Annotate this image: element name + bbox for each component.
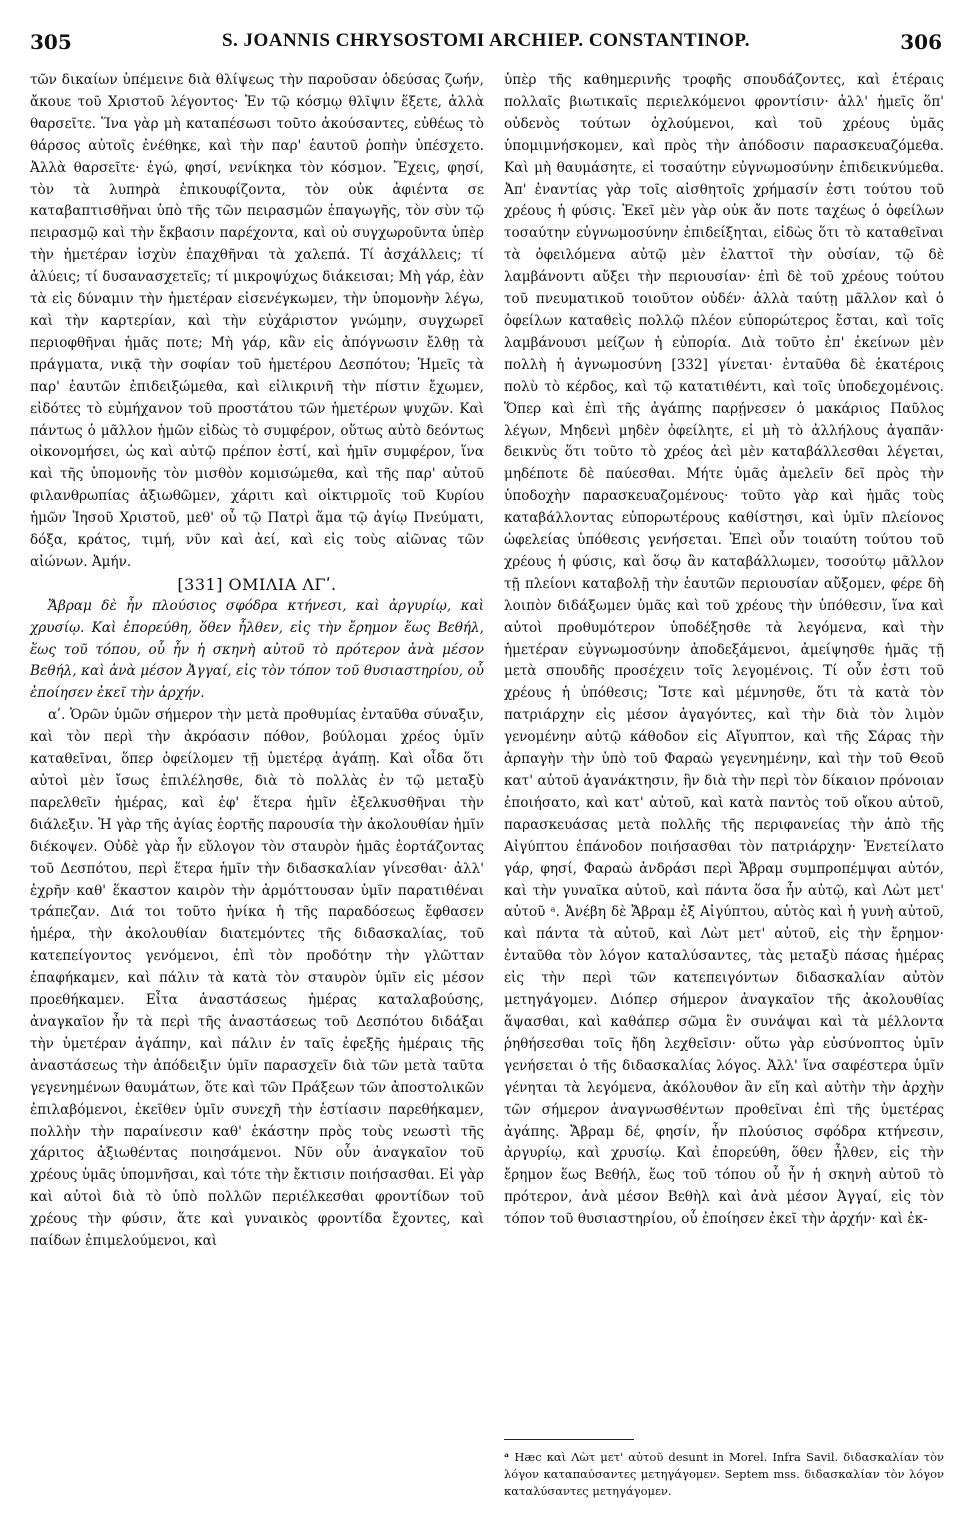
- homily-heading: [331] ΟΜΙΛΙΑ ΛΓʹ.: [177, 574, 337, 594]
- left-paragraph-1: τῶν δικαίων ὑπέμεινε διὰ θλίψεως τὴν παροῦσαν ὁδεύσας ζωήν, ἄκουε τοῦ Χριστοῦ λέγοντος· Ἐν τῷ κόσμῳ θλῖψιν ἕξετε, ἀλλὰ θαρσεῖτε. Ἵνα γὰρ μὴ καταπέσωσι τοῦτο ἀκούσαντες, εὐθέως τὸ θάρσος αὐτοῖς ἐνέθηκε, καὶ τὴν παρ' ἑαυτοῦ ῥοπὴν ὑπέσχετο. Ἀλλὰ θαρσεῖτε· ἐγώ, φησί, νενίκηκα τὸν κόσμον. Ἔχεις, φησί, τὸν τὰ λυπηρὰ ἐπικουφίζοντα, τὸν οὐκ ἀφιέντα σε καταβαπτισθῆναι ὑπὸ τῆς τῶν πειρασμῶν ἐπαγωγῆς, τὸν σὺν τῷ πειρασμῷ καὶ τὴν ἔκβασιν παρέχοντα, καὶ οὐ συγχωροῦντα ὑπὲρ τὴν ἡμετέραν ἰσχὺν ἐπαχθῆναι τὰ χαλεπά. Τί ἀσχάλλεις; τί ἀλύεις; τί δυσανασχετεῖς; τί μικροψύχως διάκεισαι; Μὴ γάρ, ἐὰν τὰ εἰς δύναμιν τὴν ἡμετέραν εἰσενέγκωμεν, τὴν ὑπομονὴν λέγω, καὶ τὴν καρτερίαν, καὶ τὴν εὐχάριστον γνώμην, συγχωρεῖ περιοφθῆναι ἡμᾶς ποτε; Μὴ γάρ, κἂν εἰς ἀπόγνωσιν ἔλθῃ τὰ πράγματα, νικᾷ τὴν σοφίαν τοῦ ἡμετέρου Δεσπότου; Ἡμεῖς τὰ παρ' ἑαυτῶν ἐπιδειξώμεθα, καὶ εἰλικρινῆ τὴν πίστιν ἔχωμεν, εἰδότες τὸ εὐμήχανον τοῦ προστάτου τῶν ἡμετέρων ψυχῶν. Καὶ πάντως ὁ μᾶλλον ἡμῶν εἰδὼς τὸ συμφέρον, οὕτως αὐτὸ δεόντως οἰκονομήσει, ὡς καὶ αὐτῷ πρέπον ἐστί, καὶ ἡμῖν συμφέρον, ἵνα καὶ τῆς ὑπομονῆς τὸν μισθὸν κομισώμεθα, καὶ τῆς παρ' αὐτοῦ φιλανθρωπίας ἀξιωθῶμεν, χάριτι καὶ οἰκτιρμοῖς τοῦ Κυρίου ἡμῶν Ἰησοῦ Χριστοῦ, μεθ' οὗ τῷ Πατρὶ ἅμα τῷ ἁγίῳ Πνεύματι, δόξα, κράτος, τιμή, νῦν καὶ ἀεί, καὶ εἰς τοὺς αἰῶνας τῶν αἰώνων. Ἀμήν.: [30, 72, 484, 570]
- footnote-marker: ᵃ: [504, 1450, 510, 1464]
- footnote-rule: [504, 1439, 634, 1440]
- running-title: S. JOANNIS CHRYSOSTOMI ARCHIEP. CONSTANTINOP.: [221, 30, 751, 51]
- left-column: [30, 70, 484, 1253]
- scripture-quote: Ἄβραμ δὲ ἦν πλούσιος σφόδρα κτήνεσι, καὶ ἀργυρίῳ, καὶ χρυσίῳ. Καὶ ἐπορεύθη, ὅθεν ἦλθεν, εἰς τὴν ἔρημον ἕως Βεθήλ, ἕως τοῦ τόπου, οὗ ἦν ἡ σκηνὴ αὐτοῦ τὸ πρότερον ἀνὰ μέσον Βεθήλ, καὶ ἀνὰ μέσον Ἀγγαί, εἰς τὸν τόπον τοῦ θυσιαστηρίου, οὗ ἐποίησεν ἐκεῖ τὴν ἀρχήν.: [30, 597, 484, 702]
- page-number-left: 305: [30, 30, 72, 54]
- page-number-right: 306: [900, 30, 942, 54]
- footnote: [504, 1449, 944, 1500]
- left-paragraph-2: αʹ. Ὁρῶν ὑμῶν σήμερον τὴν μετὰ προθυμίας ἐνταῦθα σύναξιν, καὶ τὸν περὶ τὴν ἀκρόασιν πόθον, βούλομαι χρέος ὑμῖν καταθεῖναι, ὅπερ ὀφείλομεν τῇ ὑμετέρᾳ ἀγάπῃ. Καὶ οἶδα ὅτι αὐτοὶ μὲν ἴσως ἐπιλέλησθε, διὰ τὸ πολλὰς ἐν τῷ μεταξὺ παρελθεῖν ἡμέρας, καὶ ἐφ' ἕτερα ἡμῖν ἐξελκυσθῆναι τὴν διάλεξιν. Ἡ γὰρ τῆς ἁγίας ἑορτῆς παρουσία τὴν ἀκολουθίαν ἡμῖν διέκοψεν. Οὐδὲ γὰρ ἦν εὔλογον τὸν σταυρὸν ἡμᾶς ἑορτάζοντας τοῦ Δεσπότου, περὶ ἕτερα ἡμῖν τὴν διδασκαλίαν γίνεσθαι· ἀλλ' ἐχρῆν καθ' ἕκαστον καιρὸν τὴν ἁρμόττουσαν ὑμῖν παρατιθέναι τράπεζαν. Διά τοι τοῦτο ἡνίκα ἡ τῆς παραδόσεως ἔφθασεν ἡμέρα, τὴν ἀκολουθίαν διατεμόντες τῆς διδασκαλίας, τοῦ κατεπείγοντος γενόμενοι, ἐπὶ τὸν προδότην τὴν γλῶτταν ἐπαφήκαμεν, καὶ πάλιν τὰ κατὰ τὸν σταυρὸν ὑμῖν εἰς μέσον προεθήκαμεν. Εἶτα ἀναστάσεως ἡμέρας καταλαβούσης, ἀναγκαῖον ἦν τὰ περὶ τῆς ἀναστάσεως τοῦ Δεσπότου διδάξαι τὴν ὑμετέραν ἀγάπην, καὶ πάλιν ἐν ταῖς ἐφεξῆς ἡμέραις τῆς ἀναστάσεως τὴν ἀπόδειξιν ὑμῖν παρασχεῖν διὰ τῶν μετὰ ταῦτα γεγενημένων θαυμάτων, ὅτε καὶ τῶν Πράξεων τῶν ἀποστολικῶν ἐπιλαβόμενοι, ἐκεῖθεν ὑμῖν συνεχῆ τὴν ἑστίασιν παρεθήκαμεν, πολλὴν τὴν παραίνεσιν καθ' ἑκάστην πρὸς τοὺς νεωστὶ τῆς χάριτος ἀξιωθέντας ποιησάμενοι. Νῦν οὖν ἀναγκαῖον τοῦ χρέους ὑμᾶς ὑπομνῆσαι, καὶ τότε τὴν ἔκτισιν ποιήσασθαι. Εἰ γὰρ καὶ αὐτοὶ διὰ τὸ ὑπὸ πολλῶν περιέλκεσθαι φροντίδων τοῦ χρέους τὴν φύσιν, ἅτε καὶ γυναικὸς φροντίδα ἔχοντες, καὶ παίδων ἐπιμελούμενοι, καὶ: [30, 707, 484, 1250]
- footnote-text: Hæc καὶ Λὼτ μετ' αὐτοῦ desunt in Morel. Infra Savil. διδασκαλίαν τὸν λόγον καταπαύσαντες μετηγάγομεν. Septem mss. διδασκαλίαν τὸν λόγον καταλύσαντες μετηγάγομεν.: [504, 1450, 945, 1498]
- running-header: [30, 30, 942, 62]
- right-paragraph-1: ὑπὲρ τῆς καθημερινῆς τροφῆς σπουδάζοντες, καὶ ἑτέραις πολλαῖς βιωτικαῖς περιελκόμενοι φροντίσιν· ἀλλ' ἡμεῖς ὅπ' οὐδενὸς τούτων ὀχλούμενοι, καὶ τοῦ χρέους ὑμᾶς ὑπομιμνήσκομεν, καὶ πρὸς τὴν ἀπόδοσιν παρασκευαζόμεθα. Καὶ μὴ θαυμάσητε, εἰ τοσαύτην εὐγνωμοσύνην ἐπιδεικνύμεθα. Ἀπ' ἐναντίας γὰρ τοῖς αἰσθητοῖς χρήμασίν ἐστι τούτου τοῦ χρέους ἡ φύσις. Ἐκεῖ μὲν γὰρ οὐκ ἄν ποτε ταχέως ὁ ὀφείλων τοσαύτην εὐγνωμοσύνην ἐπιδείξηται, εἰδὼς ὅτι τὸ καταθεῖναι τὰ ὀφειλόμενα αὐτῷ μὲν ἐλαττοῖ τὴν οὐσίαν, τῷ δὲ λαμβάνοντι αὔξει τὴν περιουσίαν· ἐπὶ δὲ τοῦ χρέους τούτου τοῦ πνευματικοῦ τοιοῦτον οὐδέν· ἀλλὰ ταύτῃ μᾶλλον καὶ ὁ ὀφείλων καταθεὶς πολλῷ πλέον εὐπορώτερος ἔσται, καὶ τοῖς λαμβάνουσι μείζων ἡ εὐπορία. Διὰ τοῦτο ἐπ' ἐκείνων μὲν πολλὴ ἡ ἀγνωμοσύνη [332] γίνεται· ἐνταῦθα δὲ ἑκατέροις πολὺ τὸ κέρδος, καὶ τῷ κατατιθέντι, καὶ τοῖς ὑποδεχομένοις. Ὅπερ καὶ ἐπὶ τῆς ἀγάπης παρῄνεσεν ὁ μακάριος Παῦλος λέγων, Μηδενὶ μηδὲν ὀφείλητε, εἰ μὴ τὸ ἀλλήλους ἀγαπᾶν· δεικνὺς ὅτι τοῦτο τὸ χρέος ἀεὶ μὲν καταβάλλεσθαι λέγεται, μηδέποτε δὲ παύεσθαι. Μήτε ὑμᾶς ἀμελεῖν δεῖ πρὸς τὴν ὑποδοχὴν παρασκευαζομένους· τοῦτο γὰρ καὶ ἡμᾶς τοὺς καταβάλλοντας εὐπορωτέρους καθίστησι, καὶ ὑμῖν πλείονος ὠφελείας ὑπόθεσις γενήσεται. Ἐπεὶ οὖν τοιαύτη τούτου τοῦ χρέους ἡ φύσις, καὶ ὅσῳ ἂν καταβάλλωμεν, τοσούτῳ μᾶλλον τῇ πλείονι καταβολῇ τὴν ἑαυτῶν περιουσίαν αὔξομεν, φέρε δὴ λοιπὸν διδάξωμεν ὑμᾶς καὶ τοῦ χρέους τὴν ὑπόθεσιν, ἵνα καὶ αὐτοὶ προθυμότερον ὑποδέξησθε τὰ λεγόμενα, καὶ τὴν ἡμετέραν εὐγνωμοσύνην ἀποδεξάμενοι, ἀμείψησθε ἡμᾶς τῇ μετὰ σπουδῆς προσέχειν τοῖς λεγομένοις. Τί οὖν ἐστι τοῦ χρέους ἡ ὑπόθεσις; Ἴστε καὶ μέμνησθε, ὅτι τὰ κατὰ τὸν πατριάρχην εἰς μέσον ἀγαγόντες, καὶ τὴν διὰ τὸν λιμὸν γενομένην αὐτῷ κάθοδον εἰς Αἴγυπτον, καὶ τῆς Σάρας τὴν ἁρπαγὴν τὴν ὑπὸ τοῦ Φαραὼ γεγενημένην, καὶ τὴν τοῦ Θεοῦ κατ' αὐτοῦ ἀγανάκτησιν, ἣν διὰ τὴν περὶ τὸν δίκαιον πρόνοιαν ἐποιήσατο, καὶ κατ' αὐτοῦ, καὶ κατὰ παντὸς τοῦ οἴκου αὐτοῦ, παρασκευάσας μετὰ πολλῆς τῆς περιφανείας τὴν ἀπὸ τῆς Αἰγύπτου ἐπάνοδον ποιήσασθαι τὸν πατριάρχην· Ἐνετείλατο γάρ, φησί, Φαραὼ ἀνδράσι περὶ Ἄβραμ συμπροπέμψαι αὐτόν, καὶ τὴν γυναῖκα αὐτοῦ, καὶ πάντα ὅσα ἦν αὐτῷ, καὶ Λὼτ μετ' αὐτοῦ ᵃ. Ἀνέβη δὲ Ἄβραμ ἐξ Αἰγύπτου, αὐτὸς καὶ ἡ γυνὴ αὐτοῦ, καὶ πάντα τὰ αὐτοῦ, καὶ Λὼτ μετ' αὐτοῦ, εἰς τὴν ἔρημον· ἐνταῦθα τὸν λόγον καταλύσαντες, τὰς μεταξὺ πάσας ἡμέρας εἰς τὴν περὶ τῶν κατεπειγόντων διδασκαλίαν αὐτὸν μετηγάγομεν. Διόπερ σήμερον ἀναγκαῖον τῆς ἀκολουθίας ἅψασθαι, καὶ καθάπερ σῶμα ἓν συνάψαι καὶ τὰ μέλλοντα ῥηθήσεσθαι τοῖς ἤδη λεχθεῖσιν· οὕτω γὰρ εὐσύνοπτος ὑμῖν γενήσεται ὁ τῆς διδασκαλίας λόγος. Ἀλλ' ἵνα σαφέστερα ὑμῖν γένηται τὰ λεγόμενα, ἀκόλουθον ἂν εἴη καὶ αὐτὴν τὴν ἀρχὴν τῶν σήμερον ἀναγνωσθέντων προθεῖναι ἐπὶ τῆς ὑμετέρας ἀγάπης. Ἄβραμ δέ, φησίν, ἦν πλούσιος σφόδρα κτήνεσιν, ἀργυρίῳ, καὶ χρυσίῳ. Καὶ ἐπορεύθη, ὅθεν ἦλθεν, εἰς τὴν ἔρημον ἕως Βεθήλ, ἕως τοῦ τόπου οὗ ἦν ἡ σκηνὴ αὐτοῦ τὸ πρότερον, ἀνὰ μέσον Βεθὴλ καὶ ἀνὰ μέσον Ἀγγαί, εἰς τὸν τόπον τοῦ θυσιαστηρίου, οὗ ἐποίησεν ἐκεῖ τὴν ἀρχήν· καὶ ἐκ-: [504, 72, 944, 1228]
- right-column: [504, 70, 944, 1231]
